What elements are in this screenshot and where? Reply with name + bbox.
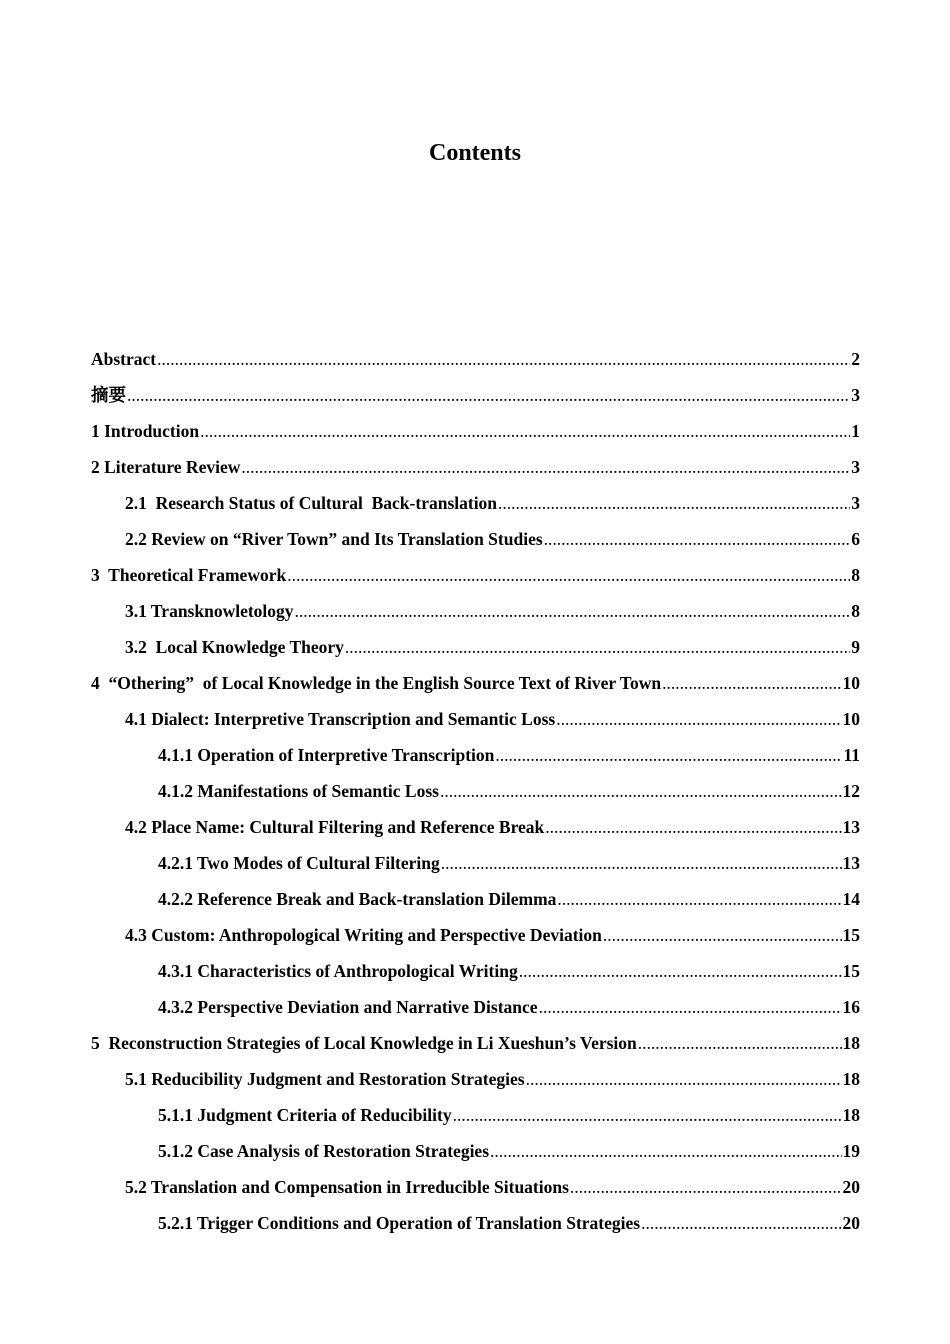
toc-entry-page-number: 15 (842, 925, 860, 945)
toc-entry-page-number: 3 (851, 493, 860, 513)
dot-leader (287, 558, 850, 592)
dot-leader (544, 522, 851, 556)
dot-leader (519, 954, 842, 988)
toc-entry-label: 1 Introduction (91, 421, 200, 441)
toc-entry[interactable] (91, 558, 860, 594)
toc-entry[interactable] (91, 630, 860, 666)
toc-entry-label: 5 Reconstruction Strategies of Local Knowledge in Li Xueshun’s Version (91, 1033, 637, 1053)
toc-entry-label: Abstract (91, 349, 157, 369)
dot-leader (345, 630, 850, 664)
toc-entry-label: 3.2 Local Knowledge Theory (125, 637, 344, 657)
dot-leader (545, 810, 841, 844)
toc-entry[interactable] (91, 486, 860, 522)
toc-entry-label: 2.1 Research Status of Cultural Back-translation (125, 493, 498, 513)
toc-entry-label: 4.1.1 Operation of Interpretive Transcription (158, 745, 495, 765)
toc-entry-label: 4.3 Custom: Anthropological Writing and Perspective Deviation (125, 925, 602, 945)
toc-entry[interactable] (91, 522, 860, 558)
toc-entry-label: 摘要 (91, 385, 126, 405)
toc-entry[interactable] (91, 378, 860, 414)
toc-entry-page-number: 13 (842, 817, 860, 837)
dot-leader (440, 774, 842, 808)
toc-entry[interactable] (91, 1062, 860, 1098)
toc-entry-page-number: 9 (851, 637, 860, 657)
toc-entry-page-number: 10 (842, 709, 860, 729)
toc-entry[interactable] (91, 810, 860, 846)
dot-leader (453, 1098, 842, 1132)
toc-entry-label: 4.2 Place Name: Cultural Filtering and Reference Break (125, 817, 545, 837)
dot-leader (526, 1062, 842, 1096)
toc-entry-label: 5.2.1 Trigger Conditions and Operation of Translation Strategies (158, 1213, 641, 1233)
toc-entry-label: 5.1 Reducibility Judgment and Restoration Strategies (125, 1069, 525, 1089)
dot-leader (441, 846, 842, 880)
toc-entry[interactable] (91, 702, 860, 738)
toc-entry[interactable] (91, 846, 860, 882)
dot-leader (295, 594, 851, 628)
table-of-contents (91, 342, 860, 1242)
toc-entry[interactable] (91, 738, 860, 774)
toc-entry-label: 4 “Othering” of Local Knowledge in the English Source Text of River Town (91, 673, 662, 693)
dot-leader (539, 990, 842, 1024)
dot-leader (638, 1026, 842, 1060)
dot-leader (603, 918, 842, 952)
toc-entry-page-number: 16 (842, 997, 860, 1017)
toc-entry[interactable] (91, 450, 860, 486)
toc-entry-page-number: 8 (851, 565, 860, 585)
toc-entry[interactable] (91, 414, 860, 450)
toc-entry-page-number: 20 (842, 1177, 860, 1197)
toc-entry[interactable] (91, 954, 860, 990)
toc-entry[interactable] (91, 1206, 860, 1242)
toc-entry-page-number: 3 (851, 457, 860, 477)
dot-leader (241, 450, 850, 484)
dot-leader (157, 342, 850, 376)
toc-entry[interactable] (91, 882, 860, 918)
page-title: Contents (428, 140, 521, 166)
toc-entry-label: 5.1.2 Case Analysis of Restoration Strategies (158, 1141, 490, 1161)
toc-entry[interactable] (91, 918, 860, 954)
toc-entry[interactable] (91, 990, 860, 1026)
toc-entry-page-number: 3 (851, 385, 860, 405)
toc-entry-label: 5.1.1 Judgment Criteria of Reducibility (158, 1105, 452, 1125)
toc-entry-label: 4.2.1 Two Modes of Cultural Filtering (158, 853, 440, 873)
toc-entry[interactable] (91, 1098, 860, 1134)
toc-entry-page-number: 1 (851, 421, 860, 441)
dot-leader (557, 882, 841, 916)
toc-entry-label: 4.3.1 Characteristics of Anthropological Writing (158, 961, 518, 981)
toc-entry-page-number: 12 (842, 781, 860, 801)
toc-entry-page-number: 14 (842, 889, 860, 909)
toc-entry-page-number: 18 (842, 1033, 860, 1053)
dot-leader (200, 414, 850, 448)
toc-entry[interactable] (91, 666, 860, 702)
dot-leader (127, 378, 850, 412)
toc-entry-page-number: 8 (851, 601, 860, 621)
dot-leader (490, 1134, 841, 1168)
toc-entry-page-number: 11 (843, 745, 860, 765)
toc-entry-label: 2 Literature Review (91, 457, 241, 477)
toc-entry-label: 4.1.2 Manifestations of Semantic Loss (158, 781, 439, 801)
toc-entry-page-number: 6 (851, 529, 860, 549)
toc-entry-page-number: 20 (842, 1213, 860, 1233)
toc-entry[interactable] (91, 594, 860, 630)
toc-entry-page-number: 15 (842, 961, 860, 981)
toc-entry-label: 2.2 Review on “River Town” and Its Translation Studies (125, 529, 543, 549)
toc-entry[interactable] (91, 1026, 860, 1062)
toc-entry[interactable] (91, 342, 860, 378)
toc-entry-label: 3.1 Transknowletology (125, 601, 294, 621)
toc-entry[interactable] (91, 774, 860, 810)
dot-leader (495, 738, 842, 772)
toc-entry-page-number: 10 (842, 673, 860, 693)
toc-entry-page-number: 18 (842, 1105, 860, 1125)
toc-entry-label: 4.3.2 Perspective Deviation and Narrative Distance (158, 997, 538, 1017)
toc-entry-label: 5.2 Translation and Compensation in Irreducible Situations (125, 1177, 569, 1197)
dot-leader (662, 666, 841, 700)
toc-entry-page-number: 2 (851, 349, 860, 369)
toc-entry-page-number: 13 (842, 853, 860, 873)
dot-leader (498, 486, 850, 520)
toc-entry-label: 4.2.2 Reference Break and Back-translation Dilemma (158, 889, 557, 909)
toc-entry-label: 3 Theoretical Framework (91, 565, 287, 585)
dot-leader (556, 702, 841, 736)
dot-leader (570, 1170, 842, 1204)
toc-entry-label: 4.1 Dialect: Interpretive Transcription and Semantic Loss (125, 709, 556, 729)
toc-entry-page-number: 19 (842, 1141, 860, 1161)
toc-entry[interactable] (91, 1134, 860, 1170)
toc-entry-page-number: 18 (842, 1069, 860, 1089)
toc-entry[interactable] (91, 1170, 860, 1206)
dot-leader (641, 1206, 841, 1240)
